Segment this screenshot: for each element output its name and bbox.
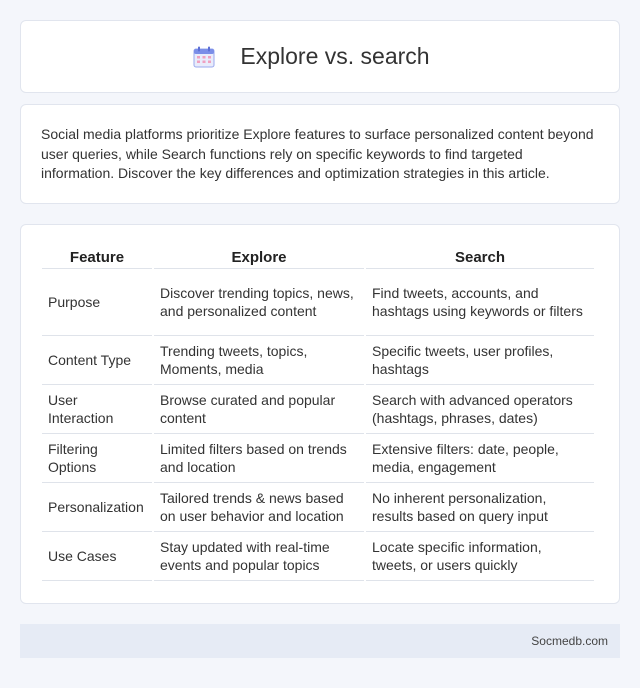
explore-cell: Tailored trends & news based on user behavior and location (154, 483, 364, 532)
page-title: Explore vs. search (240, 43, 430, 69)
footer-brand-link[interactable]: Socmedb.com (531, 634, 608, 648)
table-row (42, 434, 594, 483)
search-cell: Find tweets, accounts, and hashtags using keywords or filters (366, 269, 594, 336)
table-row (42, 269, 594, 336)
search-cell: Search with advanced operators (hashtags, phrases, dates) (366, 385, 594, 434)
feature-cell: Purpose (42, 269, 152, 336)
column-header-feature: Feature (42, 245, 152, 269)
search-cell: No inherent personalization, results based on query input (366, 483, 594, 532)
search-cell: Specific tweets, user profiles, hashtags (366, 336, 594, 385)
explore-cell: Limited filters based on trends and location (154, 434, 364, 483)
feature-cell: Personalization (42, 483, 152, 532)
feature-cell: User Interaction (42, 385, 152, 434)
search-cell: Extensive filters: date, people, media, engagement (366, 434, 594, 483)
search-cell: Locate specific information, tweets, or users quickly (366, 532, 594, 581)
intro-card (20, 104, 620, 204)
comparison-table (40, 245, 596, 581)
explore-cell: Stay updated with real-time events and popular topics (154, 532, 364, 581)
column-header-search: Search (366, 245, 594, 269)
feature-cell: Use Cases (42, 532, 152, 581)
intro-text: Social media platforms prioritize Explore features to surface personalized content beyond user queries, while Search functions rely on specific keywords to find targeted information. Discover the key differences and optimization strategies in this article. (41, 126, 594, 181)
feature-cell: Filtering Options (42, 434, 152, 483)
explore-cell: Discover trending topics, news, and personalized content (154, 269, 364, 336)
table-row (42, 483, 594, 532)
table-row (42, 336, 594, 385)
table-row (42, 385, 594, 434)
comparison-table-card (20, 224, 620, 604)
calendar-icon (192, 45, 216, 69)
footer (20, 624, 620, 658)
feature-cell: Content Type (42, 336, 152, 385)
column-header-explore: Explore (154, 245, 364, 269)
explore-cell: Trending tweets, topics, Moments, media (154, 336, 364, 385)
table-header-row (42, 245, 594, 269)
explore-cell: Browse curated and popular content (154, 385, 364, 434)
title-card (20, 20, 620, 93)
table-row (42, 532, 594, 581)
